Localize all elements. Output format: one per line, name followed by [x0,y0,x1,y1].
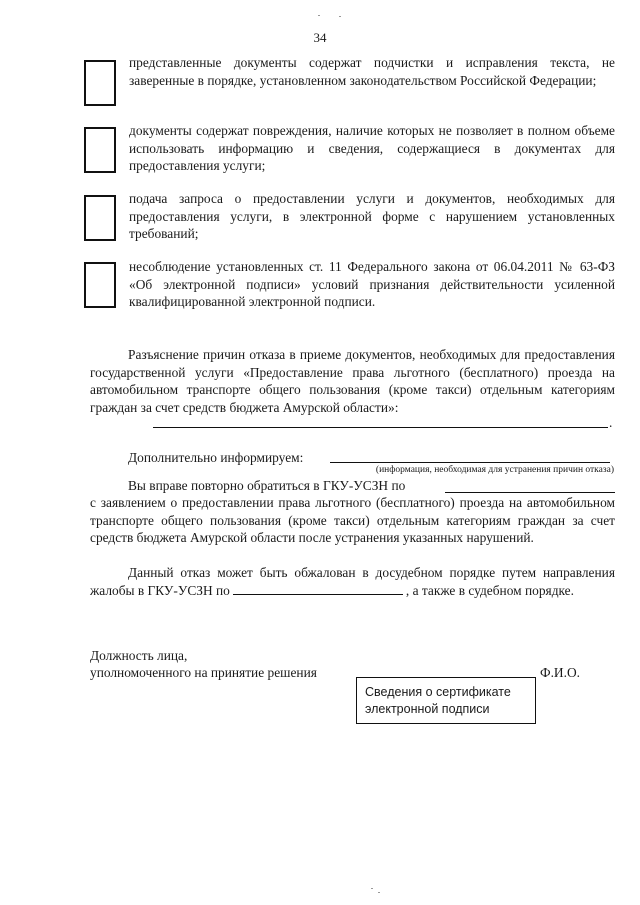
checkbox-signature-conditions[interactable] [84,262,116,308]
page-number: 34 [313,30,327,45]
appeal-paragraph [90,564,615,599]
checklist-item-damage: документы содержат повреждения, наличие которых не позволяет в полном объеме использовать информацию и сведения, содержащиеся в документах для предоставления услуги; [129,123,615,173]
appeal-fill-line[interactable] [233,582,403,595]
reapply-first-line: Вы вправе повторно обратиться в ГКУ-УСЗН по [128,478,406,493]
reapply-fill-line[interactable] [445,492,615,493]
additional-info-note: (информация, необходимая для устранения причин отказа) [375,465,614,475]
position-label: Должность лица, [90,648,188,663]
certificate-line-2: электронной подписи [365,702,490,716]
appeal-text-after: , а также в судебном порядке. [405,582,574,598]
explanation-end: . [609,415,613,430]
checkbox-damage[interactable] [84,127,116,173]
scan-speck [371,888,373,889]
checklist-item-corrections: представленные документы содержат подчистки и исправления текста, не заверенные в порядке, установленном законодательством Российской Федерации; [129,55,615,88]
additional-info-label: Дополнительно информируем: [128,450,304,465]
scan-speck [318,15,320,16]
additional-info-line[interactable] [330,462,610,463]
explanation-fill-line[interactable] [153,427,608,428]
checklist-item-signature-conditions: несоблюдение установленных ст. 11 Федерального закона от 06.04.2011 № 63-ФЗ «Об электронной подписи» условий признания действительности усиленной квалифицированной электронной подписи. [129,259,615,309]
checkbox-electronic-form[interactable] [84,195,116,241]
scan-speck [339,16,341,17]
authorized-person-label: уполномоченного на принятие решения [90,665,317,680]
certificate-box [356,677,536,724]
checklist-item-electronic-form: подача запроса о предоставлении услуги и документов, необходимых для предоставления услуги, в электронной форме с нарушением установленных требований; [129,191,615,241]
certificate-line-1: Сведения о сертификате [365,685,511,699]
checkbox-corrections[interactable] [84,60,116,106]
reapply-paragraph: с заявлением о предоставлении права льготного (бесплатного) проезда на автомобильном транспорте общего пользования (кроме такси) отдельным категориям граждан за счет средств бюджета Амурской области после устранения указанных нарушений. [90,495,615,545]
explanation-text: Разъяснение причин отказа в приеме документов, необходимых для предоставления государственной услуги «Предоставление права льготного (бесплатного) проезда на автомобильном транспорте общего пользования (кроме такси) отдельным категориям граждан за счет средств бюджета Амурской области»: [90,347,615,415]
fio-label: Ф.И.О. [540,665,580,680]
explanation-paragraph [90,346,615,416]
scan-speck [378,892,380,893]
appeal-text-before: Данный отказ может быть обжалован в досудебном порядке путем направления жалобы в ГКУ-УСЗН по [90,565,615,598]
